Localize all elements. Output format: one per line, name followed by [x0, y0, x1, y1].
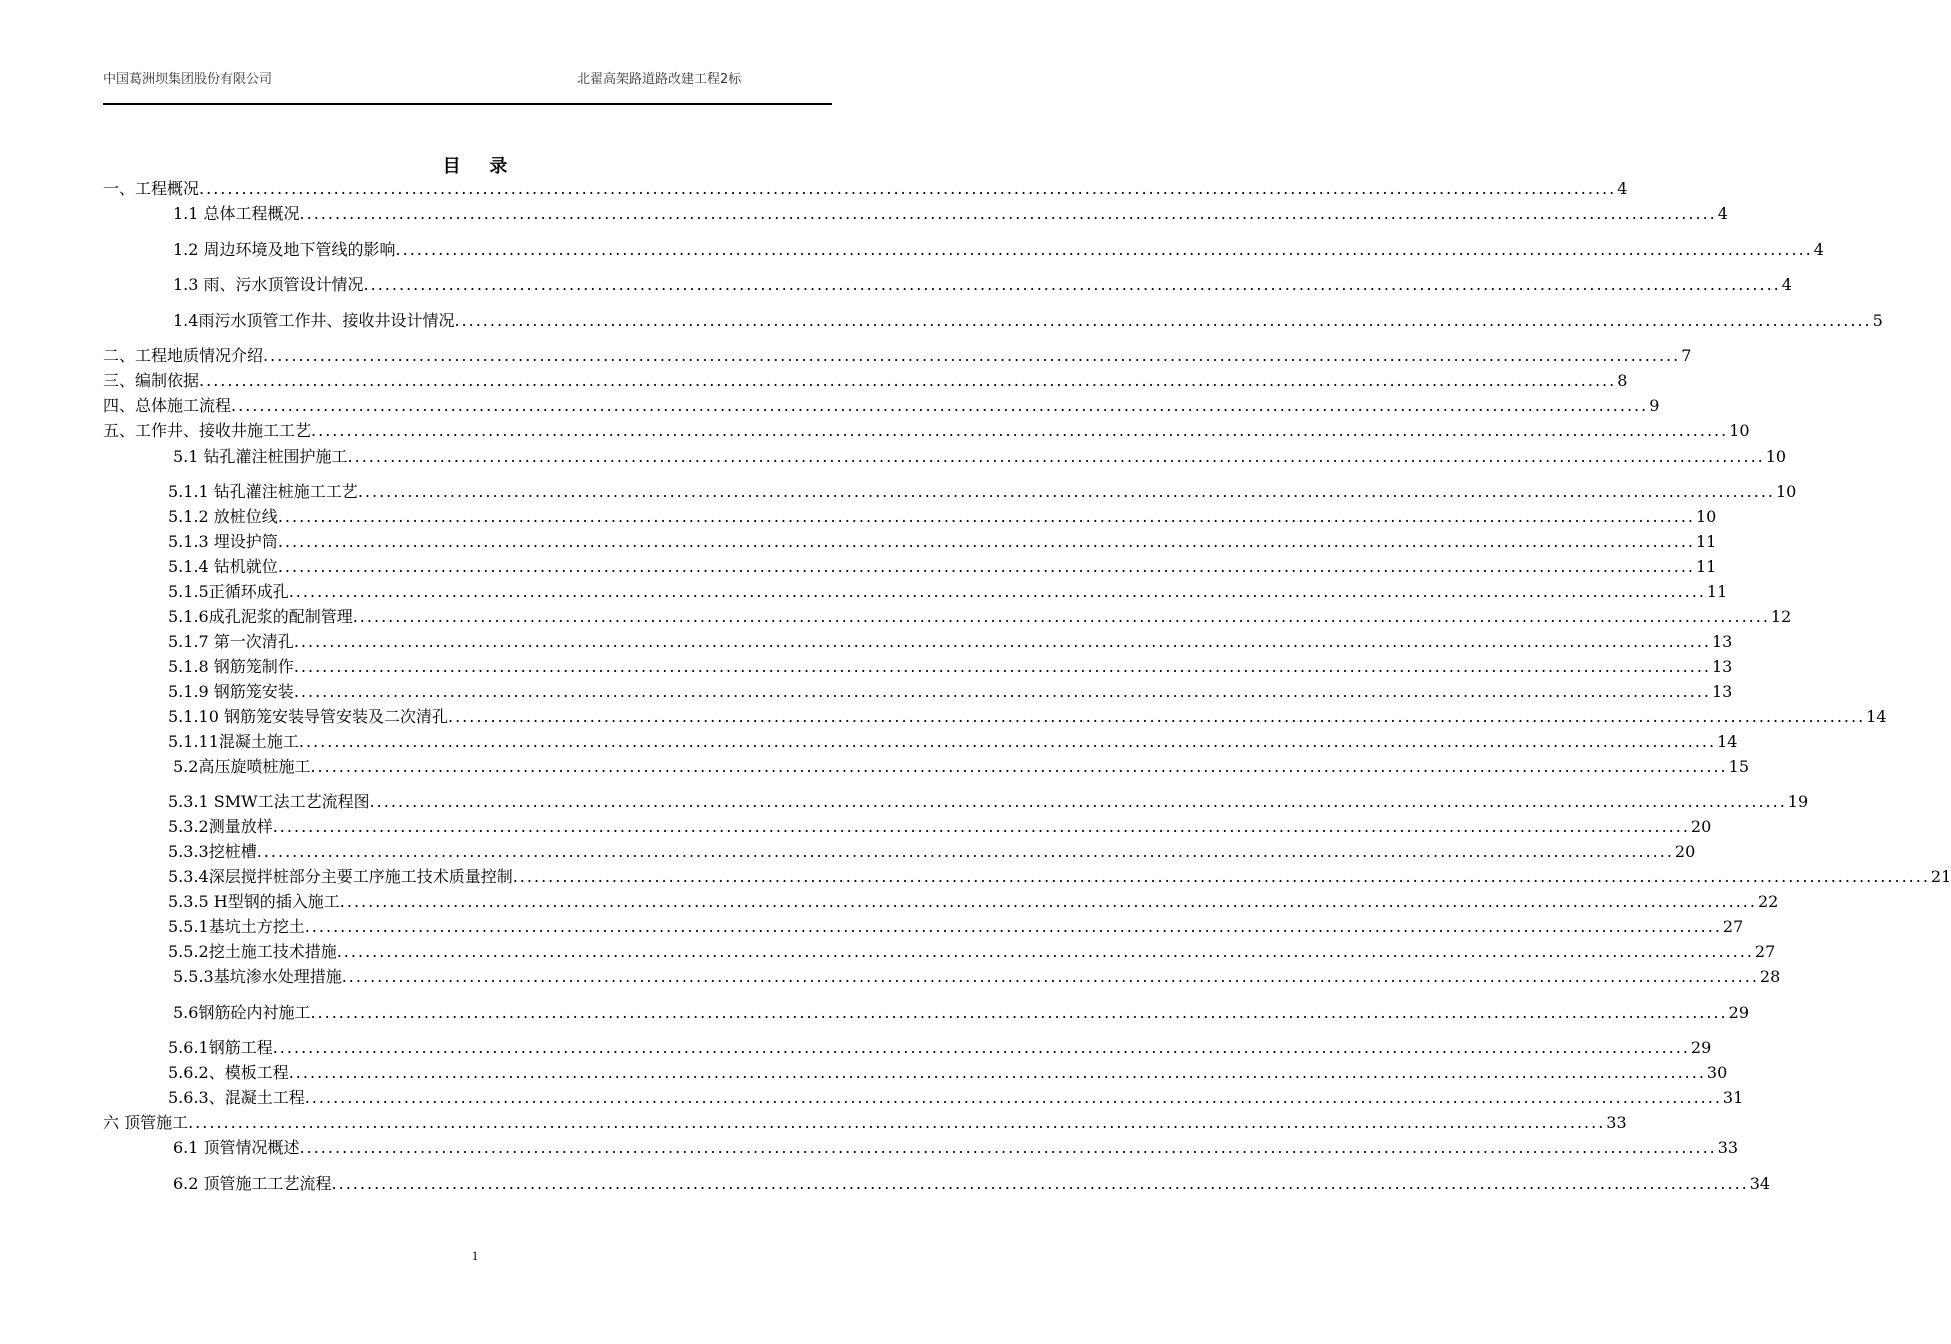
toc-entry [103, 1111, 1627, 1133]
toc-entry-page: 10 [1776, 482, 1797, 501]
toc-entry-page: 13 [1712, 682, 1733, 701]
toc-entry [173, 238, 1824, 260]
toc-entry-label: 5.5.2挖土施工技术措施 [168, 942, 337, 961]
toc-entry [168, 890, 1779, 912]
toc-entry-label: 5.6.1钢筋工程 [168, 1038, 273, 1057]
header-rule [103, 103, 832, 105]
toc-entry-page: 21 [1930, 867, 1951, 886]
toc-entry-page: 4 [1617, 179, 1628, 198]
toc-entry-page: 4 [1717, 204, 1728, 223]
toc-entry [173, 755, 1749, 777]
toc-leader-dots: ........................................................................................................................................................................................................ [277, 532, 1695, 551]
toc-entry-label: 六 顶管施工 [103, 1113, 189, 1132]
toc-entry [173, 445, 1787, 467]
toc-entry [103, 344, 1692, 366]
toc-leader-dots: ........................................................................................................................................................................................................ [272, 1038, 1690, 1057]
toc-entry-label: 5.6.3、混凝土工程 [168, 1088, 305, 1107]
toc-title: 目录 [442, 156, 537, 177]
toc-leader-dots: ........................................................................................................................................................................................................ [299, 204, 1717, 223]
toc-entry [173, 202, 1728, 224]
toc-leader-dots: ........................................................................................................................................................................................................ [293, 657, 1711, 676]
toc-leader-dots: ........................................................................................................................................................................................................ [447, 707, 1866, 726]
toc-leader-dots: ........................................................................................................................................................................................................ [293, 632, 1711, 651]
toc-entry [168, 1086, 1744, 1108]
toc-entry-page: 31 [1722, 1088, 1744, 1107]
toc-entry [168, 940, 1776, 962]
toc-entry-page: 29 [1728, 1003, 1749, 1022]
toc-entry-page: 4 [1781, 275, 1792, 294]
toc-entry-page: 19 [1787, 792, 1809, 811]
toc-entry [103, 419, 1750, 441]
toc-entry-page: 5 [1872, 311, 1883, 330]
toc-leader-dots: ........................................................................................................................................................................................................ [357, 482, 1775, 501]
toc-leader-dots: ........................................................................................................................................................................................................ [277, 557, 1695, 576]
toc-entry [168, 1061, 1728, 1083]
toc-leader-dots: ........................................................................................................................................................................................................ [304, 917, 1722, 936]
toc-leader-dots: ........................................................................................................................................................................................................ [454, 311, 1872, 330]
toc-entry [168, 555, 1717, 577]
toc-leader-dots: ........................................................................................................................................................................................................ [395, 240, 1813, 259]
toc-entry [168, 680, 1733, 702]
toc-entry-page: 28 [1759, 967, 1781, 986]
toc-entry [173, 965, 1781, 987]
toc-entry-page: 14 [1866, 707, 1887, 726]
header-company: 中国葛洲坝集团股份有限公司 [103, 72, 273, 87]
toc-leader-dots: ........................................................................................................................................................................................................ [188, 1113, 1606, 1132]
toc-entry-label: 5.1.10 钢筋笼安装导管安装及二次清孔 [168, 707, 448, 726]
toc-entry [168, 840, 1696, 862]
toc-entry-label: 5.5.3基坑渗水处理措施 [173, 967, 342, 986]
toc-entry-label: 五、工作井、接收井施工工艺 [103, 421, 312, 440]
toc-entry-page: 10 [1696, 507, 1717, 526]
toc-entry-label: 5.1.9 钢筋笼安装 [168, 682, 294, 701]
toc-entry-page: 33 [1717, 1138, 1739, 1157]
toc-entry-label: 5.3.3挖桩槽 [168, 842, 257, 861]
toc-entry-page: 9 [1649, 396, 1660, 415]
toc-entry [168, 530, 1717, 552]
toc-leader-dots: ........................................................................................................................................................................................................ [339, 892, 1757, 911]
header-project: 北翟高架路道路改建工程2标 [577, 72, 742, 87]
toc-entry-label: 6.1 顶管情况概述 [173, 1138, 300, 1157]
toc-leader-dots: ........................................................................................................................................................................................................ [347, 447, 1765, 466]
toc-entry-label: 5.1.3 埋设护筒 [168, 532, 278, 551]
toc-entry-page: 10 [1765, 447, 1787, 466]
toc-entry-label: 5.6钢筋砼内衬施工 [173, 1003, 311, 1022]
toc-leader-dots: ........................................................................................................................................................................................................ [512, 867, 1930, 886]
toc-entry-page: 22 [1757, 892, 1779, 911]
toc-entry-label: 5.2高压旋喷桩施工 [173, 757, 311, 776]
toc-entry [168, 480, 1797, 502]
toc-entry-page: 34 [1749, 1174, 1771, 1193]
toc-entry-label: 5.1.1 钻孔灌注桩施工工艺 [168, 482, 358, 501]
toc-entry-page: 13 [1712, 657, 1733, 676]
toc-entry-label: 5.3.2测量放样 [168, 817, 273, 836]
toc-entry-label: 5.1.5正循环成孔 [168, 582, 289, 601]
toc-entry-page: 33 [1606, 1113, 1627, 1132]
toc-entry-page: 20 [1674, 842, 1696, 861]
toc-entry [168, 605, 1792, 627]
toc-leader-dots: ........................................................................................................................................................................................................ [272, 817, 1690, 836]
toc-leader-dots: ........................................................................................................................................................................................................ [341, 967, 1759, 986]
toc-leader-dots: ........................................................................................................................................................................................................ [310, 1003, 1728, 1022]
toc-entry [173, 1001, 1749, 1023]
toc-entry-label: 5.1.4 钻机就位 [168, 557, 278, 576]
toc-entry-label: 5.3.1 SMW工法工艺流程图 [168, 792, 370, 811]
toc-leader-dots: ........................................................................................................................................................................................................ [363, 275, 1781, 294]
toc-entry-page: 20 [1690, 817, 1712, 836]
toc-entry-label: 5.5.1基坑土方挖土 [168, 917, 305, 936]
toc-entry [168, 580, 1728, 602]
toc-leader-dots: ........................................................................................................................................................................................................ [310, 757, 1728, 776]
toc-leader-dots: ........................................................................................................................................................................................................ [231, 396, 1649, 415]
toc-entry [173, 1172, 1771, 1194]
toc-entry-page: 12 [1770, 607, 1792, 626]
toc-entry [168, 1036, 1712, 1058]
toc-entry-label: 5.3.5 H型钢的插入施工 [168, 892, 340, 911]
toc-leader-dots: ........................................................................................................................................................................................................ [369, 792, 1787, 811]
toc-entry-label: 5.1 钻孔灌注桩围护施工 [173, 447, 348, 466]
toc-entry-page: 27 [1754, 942, 1776, 961]
toc-leader-dots: ........................................................................................................................................................................................................ [288, 1063, 1706, 1082]
toc-entry-label: 5.1.8 钢筋笼制作 [168, 657, 294, 676]
toc-entry [168, 655, 1733, 677]
toc-leader-dots: ........................................................................................................................................................................................................ [199, 371, 1617, 390]
toc-entry-page: 7 [1681, 346, 1692, 365]
toc-entry-page: 11 [1696, 532, 1717, 551]
toc-entry-label: 5.3.4深层搅拌桩部分主要工序施工技术质量控制 [168, 867, 513, 886]
toc-entry-label: 1.4雨污水顶管工作井、接收井设计情况 [173, 311, 455, 330]
toc-entry-page: 27 [1722, 917, 1744, 936]
toc-leader-dots: ........................................................................................................................................................................................................ [331, 1174, 1749, 1193]
toc-entry-label: 一、工程概况 [103, 179, 200, 198]
toc-entry [173, 273, 1792, 295]
toc-entry-label: 6.2 顶管施工工艺流程 [173, 1174, 332, 1193]
toc-leader-dots: ........................................................................................................................................................................................................ [336, 942, 1754, 961]
toc-leader-dots: ........................................................................................................................................................................................................ [293, 682, 1711, 701]
toc-entry [168, 865, 1951, 887]
toc-entry-page: 13 [1712, 632, 1733, 651]
toc-entry-label: 5.1.6成孔泥浆的配制管理 [168, 607, 353, 626]
toc-entry-label: 1.2 周边环境及地下管线的影响 [173, 240, 396, 259]
toc-entry-page: 10 [1729, 421, 1750, 440]
toc-entry [103, 394, 1660, 416]
toc-entry [173, 1136, 1739, 1158]
toc-leader-dots: ........................................................................................................................................................................................................ [299, 1138, 1717, 1157]
toc-leader-dots: ........................................................................................................................................................................................................ [277, 507, 1695, 526]
toc-entry [168, 630, 1733, 652]
toc-entry-page: 30 [1706, 1063, 1728, 1082]
toc-leader-dots: ........................................................................................................................................................................................................ [199, 179, 1617, 198]
toc-entry-page: 29 [1690, 1038, 1712, 1057]
toc-entry-label: 5.6.2、模板工程 [168, 1063, 289, 1082]
toc-entry-page: 11 [1696, 557, 1717, 576]
toc-entry [168, 815, 1712, 837]
toc-leader-dots: ........................................................................................................................................................................................................ [304, 1088, 1722, 1107]
toc-entry-page: 11 [1706, 582, 1728, 601]
toc-entry-label: 5.1.7 第一次清孔 [168, 632, 294, 651]
toc-entry-label: 1.3 雨、污水顶管设计情况 [173, 275, 364, 294]
toc-leader-dots: ........................................................................................................................................................................................................ [311, 421, 1729, 440]
toc-entry [173, 309, 1883, 331]
toc-entry [168, 730, 1738, 752]
toc-entry-label: 三、编制依据 [103, 371, 200, 390]
toc-entry-page: 14 [1717, 732, 1738, 751]
toc-entry-label: 5.1.2 放桩位线 [168, 507, 278, 526]
toc-leader-dots: ........................................................................................................................................................................................................ [288, 582, 1706, 601]
toc-entry [168, 790, 1809, 812]
toc-leader-dots: ........................................................................................................................................................................................................ [256, 842, 1674, 861]
toc-entry [168, 705, 1887, 727]
toc-entry-page: 4 [1813, 240, 1824, 259]
toc-entry [103, 177, 1628, 199]
toc-entry [103, 369, 1628, 391]
toc-entry [168, 915, 1744, 937]
toc-entry-label: 二、工程地质情况介绍 [103, 346, 264, 365]
toc-entry [168, 505, 1717, 527]
toc-entry-page: 8 [1617, 371, 1628, 390]
toc-entry-page: 15 [1728, 757, 1749, 776]
toc-entry-label: 四、总体施工流程 [103, 396, 232, 415]
toc-entry-label: 1.1 总体工程概况 [173, 204, 300, 223]
toc-leader-dots: ........................................................................................................................................................................................................ [352, 607, 1770, 626]
page-number: 1 [471, 1248, 479, 1263]
toc-leader-dots: ........................................................................................................................................................................................................ [298, 732, 1717, 751]
toc-leader-dots: ........................................................................................................................................................................................................ [263, 346, 1681, 365]
toc-entry-label: 5.1.11混凝土施工 [168, 732, 299, 751]
